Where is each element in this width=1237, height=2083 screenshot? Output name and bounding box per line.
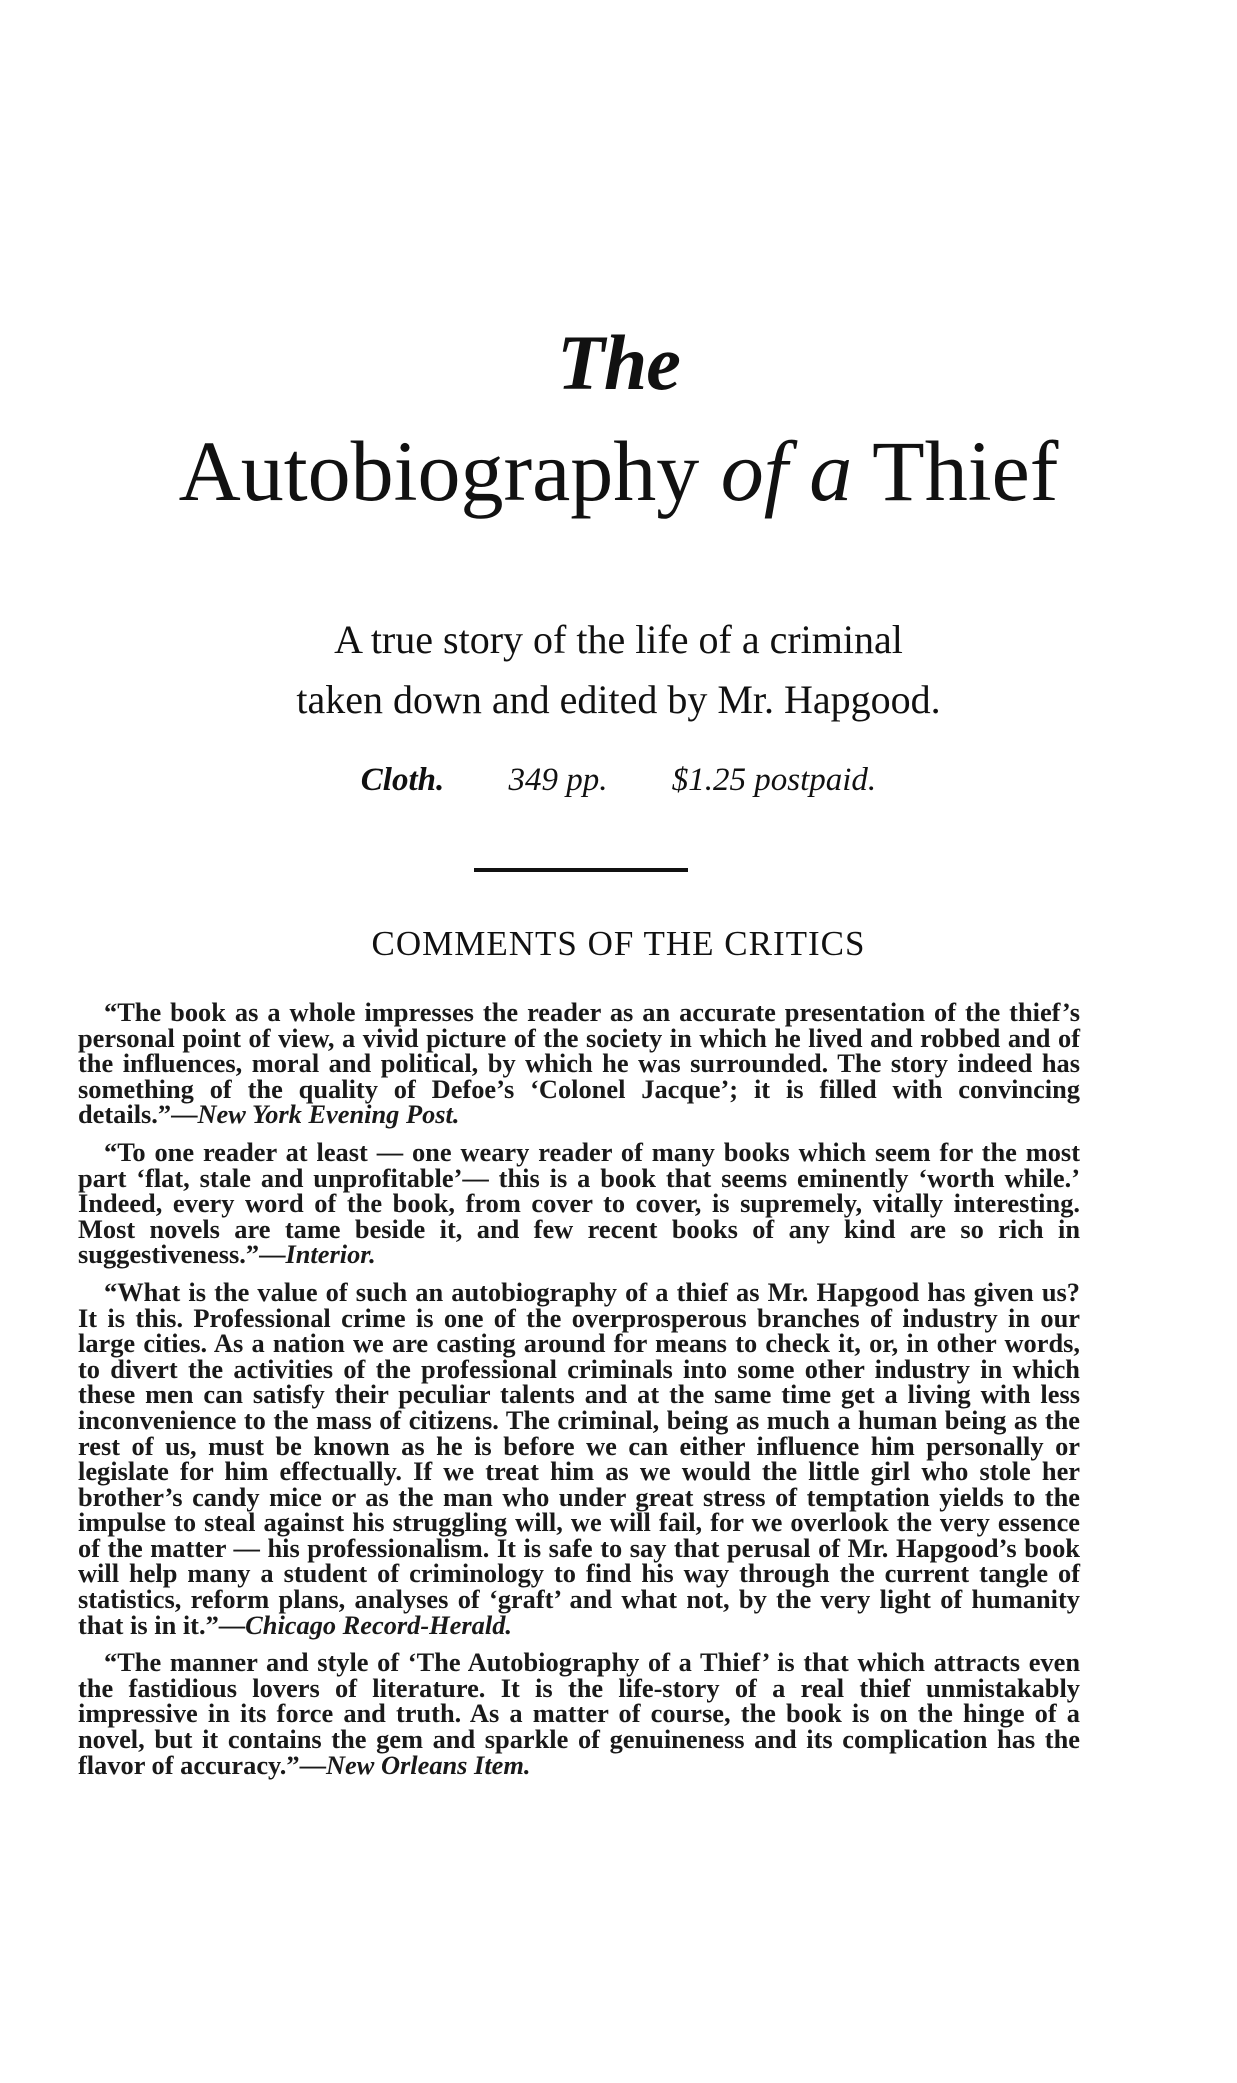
comment-text: “What is the value of such an autobiography of a thief as Mr. Hapgood has given us? It is this. Professional crime is one of the overprosperous branches of industry in our large cities. As a nation we are casting around for means to check it, or, in other words, to divert the activities of the professional criminals into some other industry in which these men can satisfy their peculiar talents and at the same time get a living with less inconvenience to the mass of citizens. The criminal, being as much a human being as the rest of us, must be known as he is before we can either influence him personally or legislate for him effectually. If we treat him as we would the little girl who stole her brother’s candy mice or as the man who under great stress of temptation yields to the impulse to steal against his struggling will, we will fail, for we overlook the very essence of the matter — his professionalism. It is safe to say that perusal of Mr. Hapgood’s book will help many a student of criminology to find his way through the current tangle of statistics, reform plans, analyses of ‘graft’ and what not, by the very light of humanity that is in it.”— (78, 1276, 1080, 1640)
title-autobiography: Autobiography (178, 423, 700, 519)
comment-text: “The manner and style of ‘The Autobiography of a Thief’ is that which attracts even the fastidious lovers of literature. It is the life-story of a real thief unmistakably impressive in its force and truth. As a matter of course, the book is on the hinge of a novel, but it contains the gem and sparkle of genuineness and its complication has the flavor of accuracy.”— (78, 1647, 1080, 1780)
title-the: The (557, 319, 680, 406)
subtitle-line-2: taken down and edited by Mr. Hapgood. (296, 677, 941, 722)
section-heading: COMMENTS OF THE CRITICS (371, 924, 866, 963)
critic-comment (78, 997, 1080, 1130)
comment-source: New York Evening Post. (197, 1099, 460, 1130)
comment-source: New Orleans Item. (325, 1749, 531, 1780)
critic-comment (78, 1136, 1080, 1270)
comment-source: Chicago Record-Herald. (245, 1609, 512, 1640)
price: $1.25 postpaid. (671, 762, 877, 798)
page-count: 349 pp. (508, 762, 608, 798)
title-of: of (720, 423, 788, 519)
publication-info (0, 762, 1237, 799)
subtitle-line-1: A true story of the life of a criminal (334, 617, 903, 662)
comment-text: “The book as a whole impresses the reader as an accurate presentation of the thief’s personal point of view, a vivid picture of the society in which he lived and robbed and of the influences, moral and political, by which he was surrounded. The story indeed has something of the quality of Defoe’s ‘Colonel Jacque’; it is filled with convincing details.”— (78, 997, 1080, 1130)
book-title (0, 423, 1237, 519)
comment-source: Interior. (285, 1239, 376, 1270)
critic-comments (78, 997, 1080, 1790)
divider-rule (474, 868, 688, 872)
subtitle (0, 610, 1237, 730)
critic-comment (78, 1647, 1080, 1780)
comment-text: “To one reader at least — one weary reader of many books which seem for the most part ‘flat, stale and unprofitable’— this is a book that seems eminently ‘worth while.’ Indeed, every word of the book, from cover to cover, is supremely, vitally interesting. Most novels are tame beside it, and few recent books of any kind are so rich in suggestiveness.”— (78, 1136, 1080, 1270)
critic-comment (78, 1276, 1080, 1640)
binding-label: Cloth. (360, 762, 445, 798)
title-a: a (809, 423, 853, 519)
title-thief: Thief (872, 423, 1059, 519)
